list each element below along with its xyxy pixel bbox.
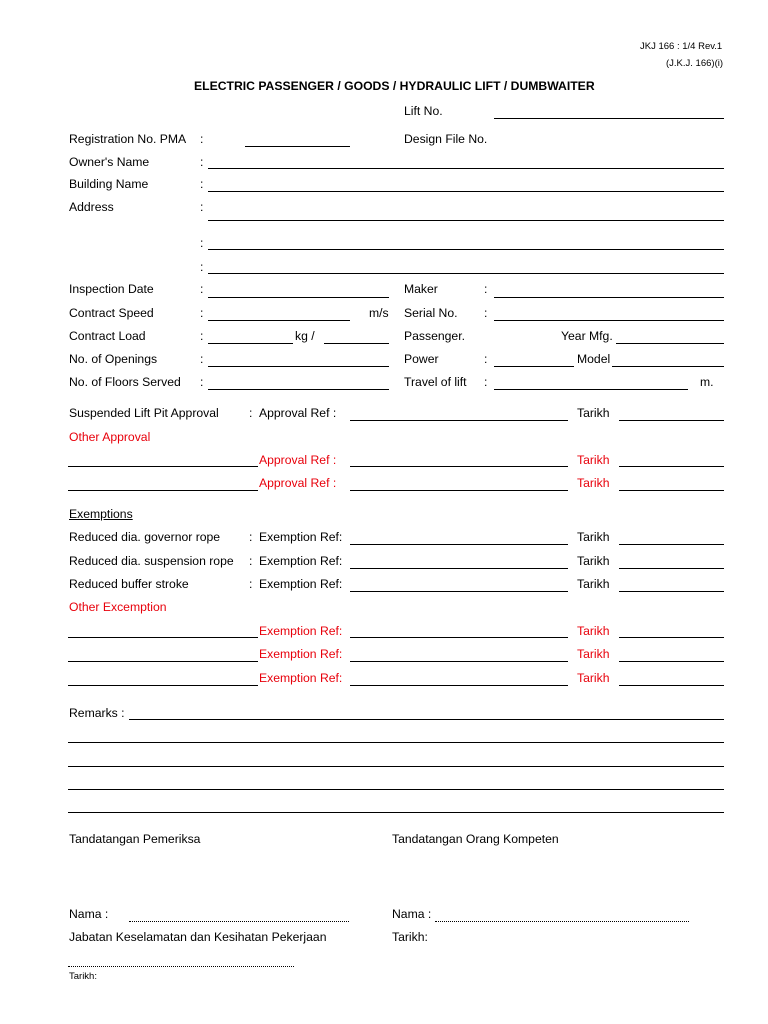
contract-speed-label: Contract Speed bbox=[69, 306, 154, 320]
colon: : bbox=[200, 236, 204, 250]
maker-label: Maker bbox=[404, 282, 438, 296]
openings-field[interactable] bbox=[208, 366, 389, 367]
colon: : bbox=[200, 282, 204, 296]
exemption-ref-label: Exemption Ref: bbox=[259, 530, 343, 544]
exemption-ref-label: Exemption Ref: bbox=[259, 647, 343, 661]
passenger-count-field[interactable] bbox=[324, 343, 389, 344]
remarks-label: Remarks : bbox=[69, 706, 125, 720]
address-field-3[interactable] bbox=[208, 273, 724, 274]
travel-label: Travel of lift bbox=[404, 375, 467, 389]
registration-label: Registration No. PMA bbox=[69, 132, 187, 146]
tarikh-label: Tarikh bbox=[577, 476, 610, 490]
travel-unit: m. bbox=[700, 375, 714, 389]
owner-field[interactable] bbox=[208, 168, 724, 169]
year-field[interactable] bbox=[616, 343, 724, 344]
signature-competent-label: Tandatangan Orang Kompeten bbox=[392, 832, 559, 846]
other-approval-name-field-2[interactable] bbox=[68, 490, 258, 491]
exemption-tarikh-field-4[interactable] bbox=[619, 637, 724, 638]
other-exemption-name-field-1[interactable] bbox=[68, 637, 258, 638]
other-exemption-label: Other Excemption bbox=[69, 600, 167, 614]
contract-load-field[interactable] bbox=[208, 343, 293, 344]
remarks-field-1[interactable] bbox=[129, 719, 724, 720]
colon: : bbox=[200, 132, 204, 146]
exemption-tarikh-field-6[interactable] bbox=[619, 685, 724, 686]
colon: : bbox=[484, 282, 488, 296]
registration-field[interactable] bbox=[245, 146, 350, 147]
tarikh-label: Tarikh bbox=[577, 530, 610, 544]
maker-field[interactable] bbox=[494, 297, 724, 298]
exemptions-heading: Exemptions bbox=[69, 507, 133, 521]
colon: : bbox=[200, 177, 204, 191]
inspector-date-field[interactable] bbox=[68, 966, 294, 967]
signature-inspector-label: Tandatangan Pemeriksa bbox=[69, 832, 201, 846]
approval-ref-field-2[interactable] bbox=[350, 466, 568, 467]
remarks-field-4[interactable] bbox=[68, 789, 724, 790]
power-label: Power bbox=[404, 352, 439, 366]
remarks-field-3[interactable] bbox=[68, 766, 724, 767]
tarikh-label: Tarikh bbox=[577, 671, 610, 685]
competent-name-label: Nama : bbox=[392, 907, 432, 921]
suspended-approval-label: Suspended Lift Pit Approval bbox=[69, 406, 219, 420]
form-code: JKJ 166 : 1/4 Rev.1 bbox=[640, 41, 723, 52]
approval-ref-field[interactable] bbox=[350, 420, 568, 421]
exemption-ref-field-6[interactable] bbox=[350, 685, 568, 686]
tarikh-label: Tarikh bbox=[577, 406, 610, 420]
address-field-2[interactable] bbox=[208, 249, 724, 250]
building-label: Building Name bbox=[69, 177, 149, 191]
contract-speed-field[interactable] bbox=[208, 320, 350, 321]
buffer-stroke-label: Reduced buffer stroke bbox=[69, 577, 189, 591]
floors-field[interactable] bbox=[208, 389, 389, 390]
speed-unit: m/s bbox=[369, 306, 389, 320]
lift-no-label: Lift No. bbox=[404, 104, 443, 118]
inspector-name-field[interactable] bbox=[129, 921, 349, 922]
travel-field[interactable] bbox=[494, 389, 688, 390]
exemption-ref-label: Exemption Ref: bbox=[259, 577, 343, 591]
inspector-date-label: Tarikh: bbox=[69, 971, 97, 982]
colon: : bbox=[249, 577, 253, 591]
form-code-secondary: (J.K.J. 166)(i) bbox=[666, 58, 724, 69]
approval-ref-label: Approval Ref : bbox=[259, 476, 337, 490]
colon: : bbox=[200, 352, 204, 366]
model-field[interactable] bbox=[612, 366, 724, 367]
tarikh-label: Tarikh bbox=[577, 577, 610, 591]
exemption-ref-field-1[interactable] bbox=[350, 544, 568, 545]
approval-ref-field-3[interactable] bbox=[350, 490, 568, 491]
exemption-ref-field-5[interactable] bbox=[350, 661, 568, 662]
tarikh-label: Tarikh bbox=[577, 624, 610, 638]
power-field[interactable] bbox=[494, 366, 574, 367]
address-field-1[interactable] bbox=[208, 220, 724, 221]
colon: : bbox=[200, 306, 204, 320]
design-file-label: Design File No. bbox=[404, 132, 488, 146]
year-label: Year Mfg. bbox=[561, 329, 613, 343]
exemption-tarikh-field-3[interactable] bbox=[619, 591, 724, 592]
exemption-ref-label: Exemption Ref: bbox=[259, 554, 343, 568]
tarikh-label: Tarikh bbox=[577, 554, 610, 568]
owner-label: Owner's Name bbox=[69, 155, 150, 169]
serial-label: Serial No. bbox=[404, 306, 458, 320]
tarikh-field-2[interactable] bbox=[619, 466, 724, 467]
tarikh-label: Tarikh bbox=[577, 453, 610, 467]
other-approval-name-field-1[interactable] bbox=[68, 466, 258, 467]
suspension-rope-label: Reduced dia. suspension rope bbox=[69, 554, 234, 568]
openings-label: No. of Openings bbox=[69, 352, 158, 366]
colon: : bbox=[249, 530, 253, 544]
passenger-label: Passenger. bbox=[404, 329, 465, 343]
inspector-name-label: Nama : bbox=[69, 907, 109, 921]
colon: : bbox=[200, 329, 204, 343]
colon: : bbox=[200, 155, 204, 169]
competent-name-field[interactable] bbox=[435, 921, 689, 922]
lift-no-field[interactable] bbox=[494, 118, 724, 119]
colon: : bbox=[249, 554, 253, 568]
inspection-date-field[interactable] bbox=[208, 297, 389, 298]
approval-ref-label: Approval Ref : bbox=[259, 406, 337, 420]
colon: : bbox=[200, 260, 204, 274]
exemption-ref-label: Exemption Ref: bbox=[259, 671, 343, 685]
colon: : bbox=[484, 375, 488, 389]
colon: : bbox=[249, 406, 253, 420]
approval-ref-label: Approval Ref : bbox=[259, 453, 337, 467]
exemption-tarikh-field-1[interactable] bbox=[619, 544, 724, 545]
exemption-tarikh-field-5[interactable] bbox=[619, 661, 724, 662]
other-approval-label: Other Approval bbox=[69, 430, 151, 444]
tarikh-field-3[interactable] bbox=[619, 490, 724, 491]
exemption-ref-label: Exemption Ref: bbox=[259, 624, 343, 638]
model-label: Model bbox=[577, 352, 611, 366]
inspection-date-label: Inspection Date bbox=[69, 282, 154, 296]
serial-field[interactable] bbox=[494, 320, 724, 321]
tarikh-field[interactable] bbox=[619, 420, 724, 421]
exemption-ref-field-4[interactable] bbox=[350, 637, 568, 638]
colon: : bbox=[484, 352, 488, 366]
colon: : bbox=[200, 200, 204, 214]
colon: : bbox=[484, 306, 488, 320]
remarks-field-2[interactable] bbox=[68, 742, 724, 743]
colon: : bbox=[200, 375, 204, 389]
exemption-ref-field-2[interactable] bbox=[350, 568, 568, 569]
form-title: ELECTRIC PASSENGER / GOODS / HYDRAULIC LIFT / DUMBWAITER bbox=[194, 79, 595, 93]
exemption-tarikh-field-2[interactable] bbox=[619, 568, 724, 569]
other-exemption-name-field-3[interactable] bbox=[68, 685, 258, 686]
tarikh-label: Tarikh bbox=[577, 647, 610, 661]
governor-rope-label: Reduced dia. governor rope bbox=[69, 530, 221, 544]
load-unit: kg / bbox=[295, 329, 315, 343]
address-label: Address bbox=[69, 200, 114, 214]
floors-label: No. of Floors Served bbox=[69, 375, 181, 389]
exemption-ref-field-3[interactable] bbox=[350, 591, 568, 592]
competent-date-label: Tarikh: bbox=[392, 930, 428, 944]
contract-load-label: Contract Load bbox=[69, 329, 146, 343]
other-exemption-name-field-2[interactable] bbox=[68, 661, 258, 662]
building-field[interactable] bbox=[208, 191, 724, 192]
remarks-field-5[interactable] bbox=[68, 812, 724, 813]
department-label: Jabatan Keselamatan dan Kesihatan Pekerjaan bbox=[69, 930, 327, 944]
